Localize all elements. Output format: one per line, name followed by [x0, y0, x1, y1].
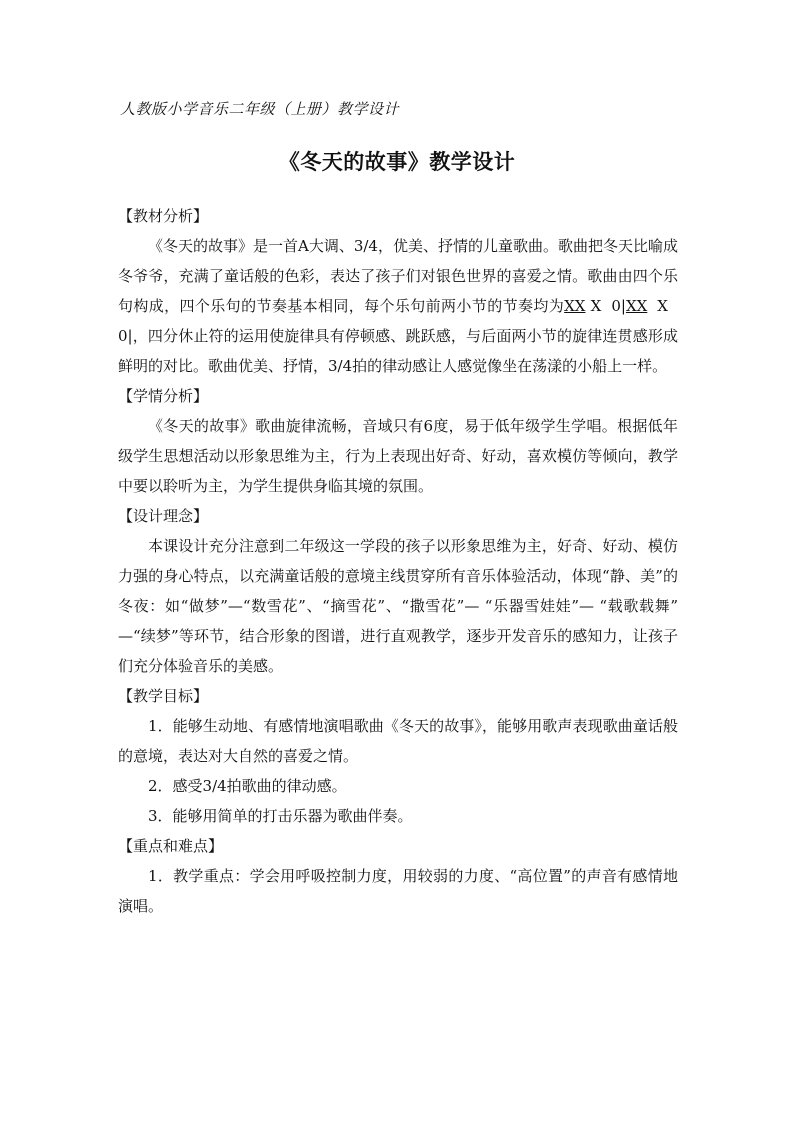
section-heading-material: 【教材分析】	[118, 207, 209, 225]
paragraph-material	[118, 231, 678, 381]
page-title: 《冬天的故事》教学设计	[278, 149, 516, 174]
rhythm-x-2: X	[657, 297, 668, 315]
paragraph-concept: 本课设计充分注意到二年级这一学段的孩子以形象思维为主，好奇、好动、模仿力强的身心特点，以充满童话般的意境主线贯穿所有音乐体验活动，体现“静、美”的冬夜：如“做梦”—“数雪花”、“摘雪花”、“撒雪花”— “乐器雪娃娃”— “载歌载舞” —“续梦”等环节，结合形象的图谱，进行直观教学，逐步开发音乐的感知力，让孩子们充分体验音乐的美感。	[118, 537, 678, 675]
keypoint-item-1: 1．教学重点：学会用呼吸控制力度，用较弱的力度、“高位置”的声音有感情地演唱。	[118, 867, 678, 915]
goal-item-1: 1．能够生动地、有感情地演唱歌曲《冬天的故事》，能够用歌声表现歌曲童话般的意境，表达对大自然的喜爱之情。	[118, 717, 678, 765]
material-text-tail: ，四分休止符的运用使旋律具有停顿感、跳跃感，与后面两小节的旋律连贯感形成鲜明的对比。歌曲优美、抒情，3/4拍的律动感让人感觉像坐在荡漾的小船上一样。	[118, 327, 678, 375]
goal-item-3: 3．能够用简单的打击乐器为歌曲伴奏。	[148, 807, 413, 825]
document-body	[118, 201, 678, 921]
rhythm-zero-1: 0	[611, 297, 621, 315]
section-heading-goals: 【教学目标】	[118, 687, 209, 705]
rhythm-xx-2: XX	[625, 297, 648, 315]
paragraph-students: 《冬天的故事》歌曲旋律流畅，音域只有6度，易于低年级学生学唱。根据低年级学生思想活动以形象思维为主，行为上表现出好奇、好动，喜欢模仿等倾向，教学中要以聆听为主，为学生提供身临其境的氛围。	[118, 417, 678, 495]
rhythm-bar-1: |	[620, 297, 626, 315]
section-heading-concept: 【设计理念】	[118, 507, 209, 525]
section-heading-keypoints: 【重点和难点】	[118, 837, 224, 855]
document-subtitle: 人教版小学音乐二年级（上册）教学设计	[120, 100, 400, 118]
section-heading-students: 【学情分析】	[118, 387, 209, 405]
rhythm-zero-2: 0	[118, 327, 128, 345]
material-text: 《冬天的故事》是一首A大调、3/4，优美、抒情的儿童歌曲。歌曲把冬天比喻成冬爷爷，充满了童话般的色彩，表达了孩子们对银色世界的喜爱之情。歌曲由四个乐句构成，四个乐句的节奏基本相同，每个乐句前两小节的节奏均为	[118, 237, 678, 315]
rhythm-x-1: X	[590, 297, 602, 315]
goal-item-2: 2．感受3/4拍歌曲的律动感。	[148, 777, 347, 795]
rhythm-bar-2: |	[127, 327, 133, 345]
rhythm-xx-1: XX	[564, 297, 586, 315]
